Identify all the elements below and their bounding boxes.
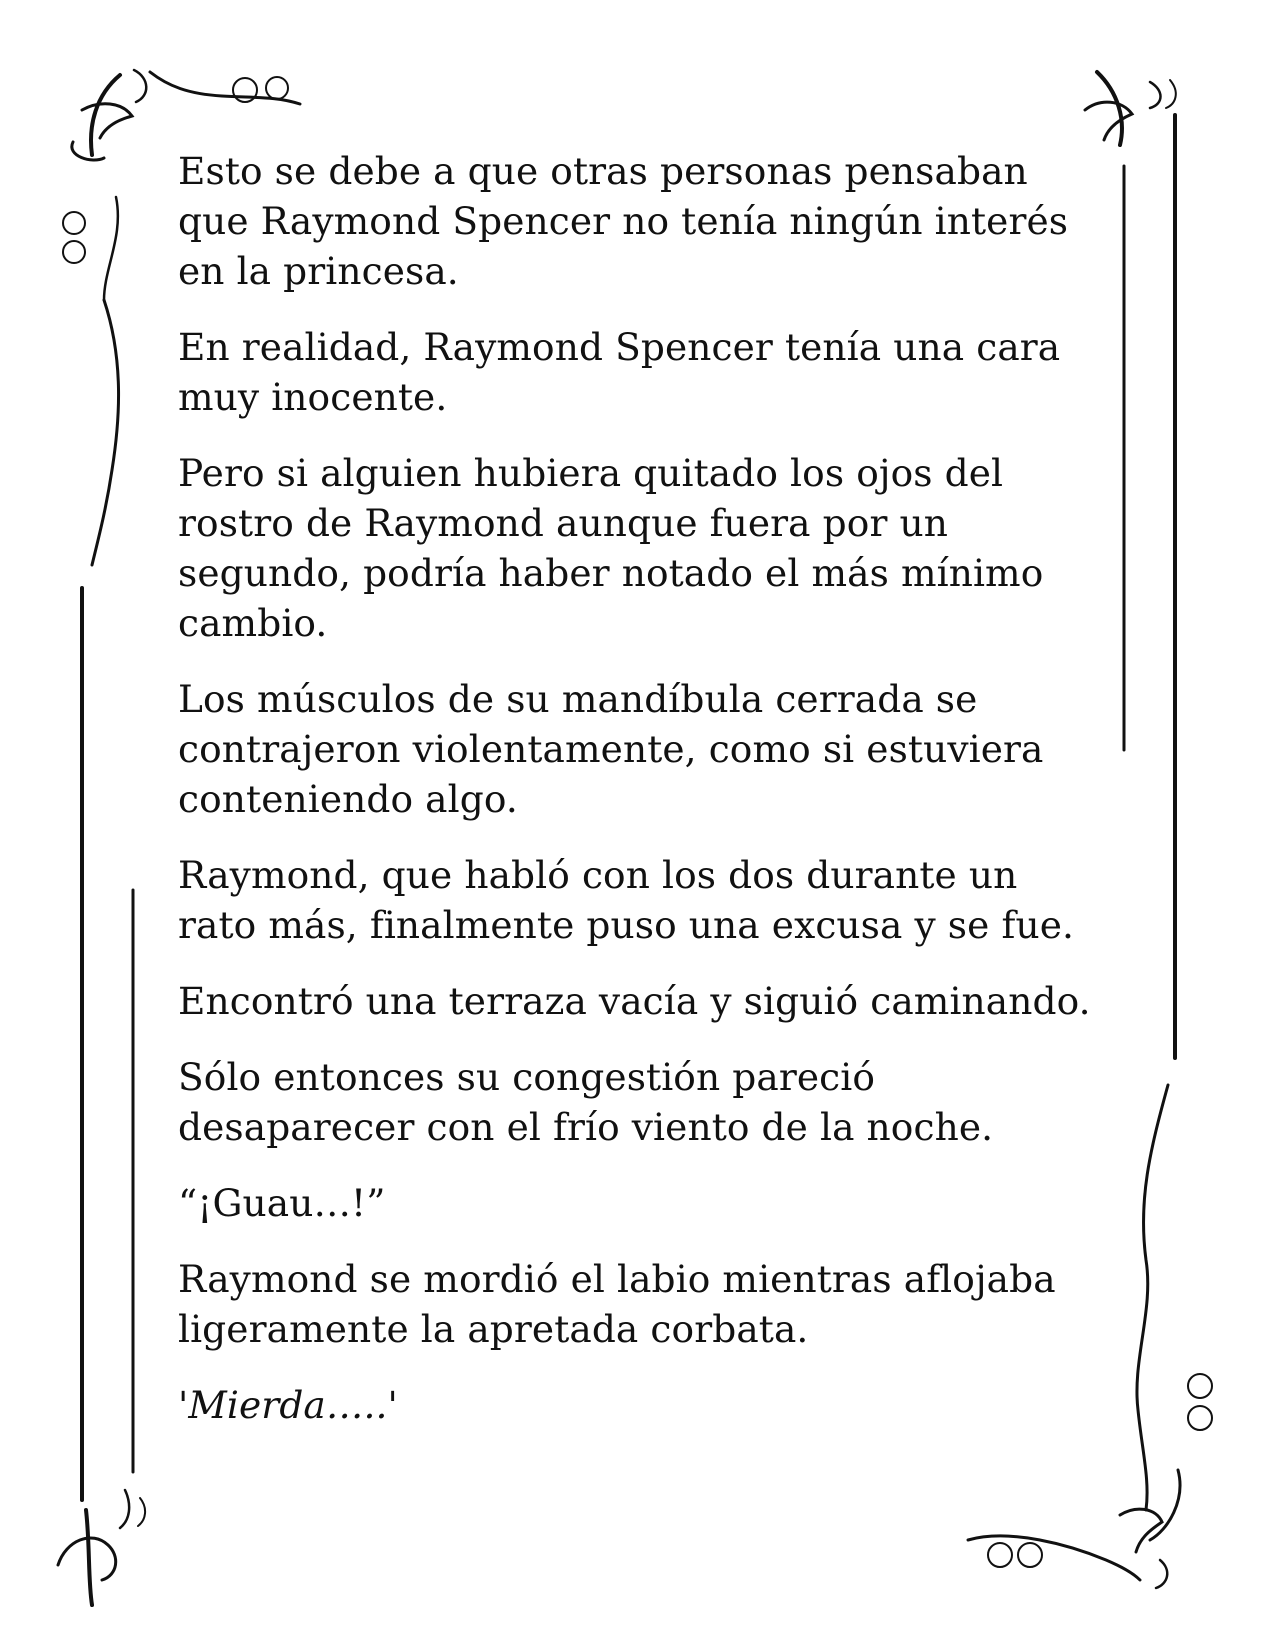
paragraph <box>178 674 1118 824</box>
text-line: cambio. <box>178 601 328 645</box>
text-line: Esto se debe a que otras personas pensaban <box>178 149 1028 193</box>
text-line: “¡Guau…!” <box>178 1181 386 1225</box>
bottom-left-flourish-icon <box>58 1490 145 1605</box>
text-line: Encontró una terraza vacía y siguió caminando. <box>178 979 1091 1023</box>
paragraph <box>178 1178 1118 1228</box>
text-line: Raymond, que habló con los dos durante un <box>178 853 1018 897</box>
paragraph <box>178 1254 1118 1354</box>
text-line: contrajeron violentamente, como si estuviera <box>178 727 1044 771</box>
text-line: En realidad, Raymond Spencer tenía una cara <box>178 325 1061 369</box>
text-line: rostro de Raymond aunque fuera por un <box>178 501 948 545</box>
text-column <box>178 146 1118 1456</box>
paragraph <box>178 146 1118 296</box>
text-line: rato más, finalmente puso una excusa y se fue. <box>178 903 1075 947</box>
text-line: conteniendo algo. <box>178 777 518 821</box>
top-right-flourish-icon <box>1085 72 1176 145</box>
paragraph <box>178 1380 1118 1430</box>
paragraph <box>178 850 1118 950</box>
text-line: que Raymond Spencer no tenía ningún interés <box>178 199 1069 243</box>
text-line: ligeramente la apretada corbata. <box>178 1307 809 1351</box>
text-line: Los músculos de su mandíbula cerrada se <box>178 677 978 721</box>
paragraph <box>178 976 1118 1026</box>
text-line: 'Mierda…..' <box>178 1383 398 1427</box>
text-line: muy inocente. <box>178 375 448 419</box>
paragraph <box>178 448 1118 648</box>
text-line: Raymond se mordió el labio mientras aflojaba <box>178 1257 1056 1301</box>
paragraph <box>178 1052 1118 1152</box>
text-line: Sólo entonces su congestión pareció <box>178 1055 876 1099</box>
text-line: segundo, podría haber notado el más mínimo <box>178 551 1044 595</box>
text-line: Pero si alguien hubiera quitado los ojos del <box>178 451 1004 495</box>
text-line: desaparecer con el frío viento de la noche. <box>178 1105 994 1149</box>
text-line: en la princesa. <box>178 249 459 293</box>
paragraph <box>178 322 1118 422</box>
